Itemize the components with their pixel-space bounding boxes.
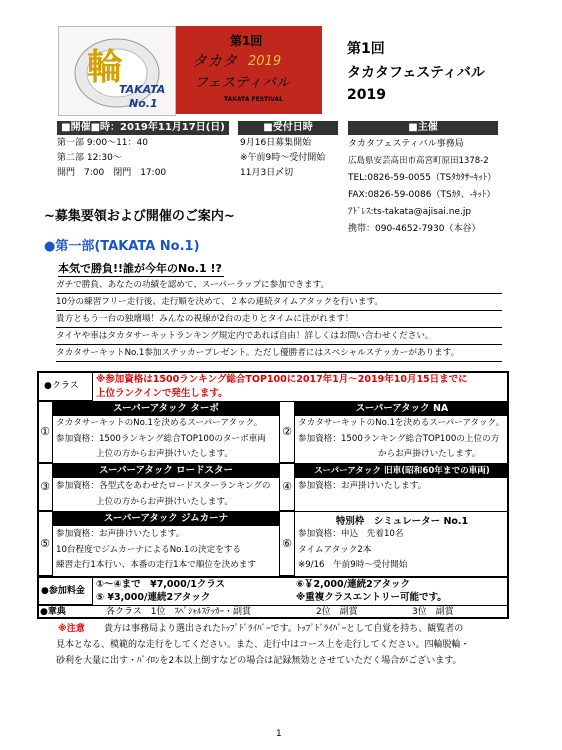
part1-subheading: 本気で勝負!!誰が今年のNo.1 !? (58, 262, 222, 275)
notice-line: 砂利を大量に出す・ﾊﾟｲﾛﾝを2本以上倒すなどの場合は記録無効とさせていただく場合がございます。 (56, 656, 462, 666)
class-body-6 (298, 527, 407, 574)
class-body-4 (298, 479, 426, 495)
notice-label: ※注意 (58, 624, 85, 634)
part1-line: ガチで勝負、あなたの功績を認めて、スーパーラップに参加できます。 (56, 277, 502, 294)
organizer-line: 広島県安芸高田市高宮町原田1378-2 (348, 156, 489, 166)
class-line: 上位の方からお声掛けいたします。 (96, 449, 233, 459)
class-note-2: 上位ランクインで発生します。 (96, 388, 228, 399)
fee-2: ⑤ ¥3,000/連続2アタック (96, 592, 211, 603)
class-line: 参加資格：お声掛けいたします。 (298, 481, 427, 491)
class-line: 参加資格：1500ランキング総合TOP100のターボ車両 (56, 433, 266, 444)
class-line: 10台程度でジムカーナによるNo.1の決定をする (56, 544, 242, 555)
class-line: 上位の方からお声掛けいたします。 (96, 496, 233, 507)
logo-right-small: TAKATA FESTIVAL (224, 96, 284, 103)
logo-right-line3: フェスティバル (194, 75, 290, 91)
organizer-line: 携帯：090-4652-7930（本谷） (348, 224, 481, 234)
class-body-5 (56, 527, 256, 574)
festival-logo-right (176, 26, 322, 114)
festival-logo-left (58, 26, 176, 116)
header-title-1: 第1回 (347, 41, 385, 57)
logo-left-kanji: 輪 (87, 47, 124, 88)
fee-3: ⑥￥2,000/連続2アタック (296, 579, 411, 590)
fee-1: ①～④まで ¥7,000/1クラス (96, 579, 226, 590)
class-line: 参加資格：1500ランキング総合TOP100の上位の方 (298, 433, 500, 444)
part1-heading: ●第一部(TAKATA No.1) (44, 239, 200, 254)
class-body-1 (56, 416, 266, 463)
class-line: ※9/16 午前9時～受付開始 (298, 560, 408, 570)
organizer-line: FAX:0826-59-0086（TSｶﾀ、-ｷｯﾄ） (348, 190, 496, 200)
logo-right-line1: 第1回 (230, 34, 263, 48)
reception-bar: ■受付日時 (238, 121, 338, 135)
fee-4: ※重複クラスエントリー可能です。 (296, 592, 447, 603)
fee-label: ●参加料金 (37, 577, 93, 605)
class-title-2: スーパーアタック NA (295, 401, 509, 416)
class-line: 練習走行1本行い、本番の走行1本で順位を決めます (56, 560, 256, 570)
part1-line: 10分の練習フリー走行後、走行順を決めて、２本の連続タイムアタックを行います。 (56, 294, 502, 311)
reception-lines (240, 136, 325, 181)
class-title-1: スーパーアタック ターボ (53, 401, 279, 416)
schedule-lines (57, 136, 166, 181)
organizer-bar: ■主催 (348, 121, 498, 135)
class-title-3: スーパーアタック ロードスター (53, 463, 279, 478)
logo-left-sub2: No.1 (129, 97, 158, 110)
reception-line: ※午前9時～受付開始 (240, 153, 326, 163)
notice-line: 見本となる、模範的な走行をしてください。また、走行中はコース上を走行してください。四輪脱輪・ (56, 640, 470, 650)
class-line: 参加資格：お声掛けいたします。 (56, 529, 185, 539)
organizer-line: タカタフェスティバル事務局 (348, 139, 464, 149)
organizer-line: TEL:0826-59-0055（TSﾀｶﾀｻｰｷｯﾄ） (348, 173, 497, 183)
logo-right-year: 2019 (248, 54, 282, 69)
part1-line: 貴方ともう一台の独壇場！みんなの視線が2台の走りとタイムに注がれます！ (56, 311, 502, 328)
class-title-4: スーパーアタック 旧車(昭和60年までの車両) (295, 463, 509, 478)
class-num-5: ⑤ (37, 511, 53, 576)
class-body-2 (298, 416, 504, 463)
schedule-line: 開門 7:00 閉門 17:00 (57, 168, 167, 178)
schedule-line: 第二部 12:30～ (57, 153, 122, 163)
reception-line: 9月16日募集開始 (240, 138, 312, 148)
class-line: 参加資格：申込 先着10名 (298, 529, 404, 539)
reception-line: 11月3日〆切 (240, 168, 294, 178)
class-num-6: ⑥ (279, 511, 295, 576)
class-title-5: スーパーアタック ジムカーナ (53, 511, 279, 526)
class-line: タカタサーキットのNo.1を決めるスーパーアタック。 (298, 418, 505, 428)
award-text: 各クラス 1位 ｽﾍﾟｼｬﾙｽﾃｯｶｰ・副賞 (106, 607, 251, 617)
class-num-4: ④ (279, 463, 295, 511)
class-title-6: 特別枠 シミュレーター No.1 (335, 516, 469, 527)
class-num-2: ② (279, 401, 295, 463)
header-title-2: タカタフェスティバル (347, 65, 485, 81)
organizer-line: ｱﾄﾞﾚｽ:ts-takata@ajisai.ne.jp (348, 207, 472, 217)
class-num-3: ③ (37, 463, 53, 511)
class-line: 参加資格：各型式をあわせたロードスターランキングの (56, 481, 271, 491)
class-note-1: ※参加資格は1500ランキング総合TOP100に2017年1月～2019年10月15日までに (96, 374, 468, 385)
class-line: からお声掛けいたします。 (378, 449, 481, 459)
class-label: ●クラス (37, 371, 93, 401)
award-2: 2位 副賞 (316, 607, 358, 617)
header-title-3: 2019 (347, 87, 386, 103)
class-line: タイムアタック2本 (298, 544, 372, 555)
class-body-3 (56, 479, 271, 510)
class-line: タカタサーキットのNo.1を決めるスーパーアタック。 (56, 418, 263, 428)
page-number: 1 (276, 729, 282, 739)
schedule-line: 第一部 9:00～11：40 (57, 138, 148, 148)
notice-line: 貴方は事務局より選出されたﾄｯﾌﾟﾄﾞﾗｲﾊﾞｰです。ﾄｯﾌﾟﾄﾞﾗｲﾊﾞｰとして自覚を持ち、観覧者の (104, 624, 464, 634)
part1-line: タイヤや車はタカタサーキットランキング規定内であれば自由！詳しくはお問い合わせください。 (56, 328, 502, 345)
class-num-1: ① (37, 401, 53, 463)
logo-left-sub: TAKATA (119, 83, 166, 96)
guide-heading: ~募集要領および開催のご案内~ (44, 209, 235, 224)
logo-right-line2: タカタ (192, 52, 238, 70)
part1-lines (56, 277, 502, 362)
part1-line: タカタサーキットNo.1参加ステッカープレゼント。ただし優勝者にはスペシャルステッカーがあります。 (56, 345, 502, 362)
organizer-lines (348, 136, 496, 238)
award-label: ●章典 (40, 607, 66, 617)
award-3: 3位 副賞 (412, 607, 454, 617)
schedule-bar: ■開催■時：2019年11月17日(日) (57, 121, 229, 135)
